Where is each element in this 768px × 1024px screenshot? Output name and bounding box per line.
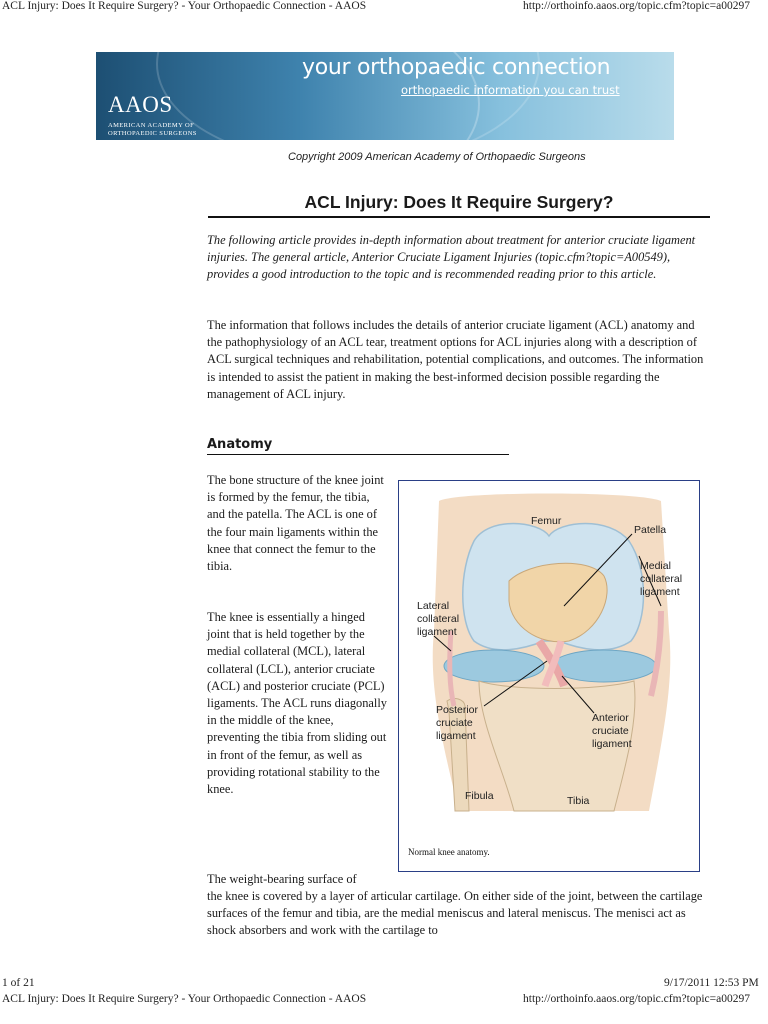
label-posterior-cruciate-2: cruciate	[436, 717, 473, 729]
label-fibula: Fibula	[465, 790, 494, 802]
label-tibia: Tibia	[567, 795, 590, 807]
overview-paragraph: The information that follows includes the details of anterior cruciate ligament (ACL) anatomy and the pathophysiology of an ACL tear, treatment options for ACL injuries along with a description of ACL surgical techniques and rehabilitation, potential complications, and outcomes. The information is intended to assist the patient in making the best-informed decision possible regarding the management of ACL injury.	[207, 318, 704, 401]
label-anterior-cruciate-2: cruciate	[592, 725, 629, 737]
label-medial-collateral-3: ligament	[640, 586, 680, 598]
banner-subtagline-link[interactable]: orthopaedic information you can trust	[401, 83, 620, 97]
label-medial-collateral-1: Medial	[640, 560, 671, 572]
label-lateral-collateral-1: Lateral	[417, 600, 450, 612]
section-heading-anatomy: Anatomy	[207, 437, 509, 455]
label-anterior-cruciate-3: ligament	[592, 738, 632, 750]
print-footer-title: ACL Injury: Does It Require Surgery? - Your Orthopaedic Connection - AAOS	[2, 993, 367, 1005]
copyright-notice: Copyright 2009 American Academy of Orthopaedic Surgeons	[288, 151, 586, 163]
aaos-banner[interactable]	[96, 52, 674, 140]
intro-paragraph: The following article provides in-depth information about treatment for anterior cruciate ligament injuries. The general article, Anterior Cruciate Ligament Injuries (topic.cfm?topic=A00549), provides a good introduction to the topic and is recommended reading prior to this article.	[207, 233, 696, 282]
article-title: ACL Injury: Does It Require Surgery?	[208, 192, 710, 218]
print-footer-datetime: 9/17/2011 12:53 PM	[664, 977, 759, 989]
label-posterior-cruciate-3: ligament	[436, 730, 476, 742]
anatomy-paragraph-1: The bone structure of the knee joint is formed by the femur, the tibia, and the patella. The ACL is one of the four main ligaments within the knee that connect the femur to the tibia.	[207, 473, 384, 574]
figure-caption: Normal knee anatomy.	[408, 847, 490, 857]
print-footer-url: http://orthoinfo.aaos.org/topic.cfm?topic=a00297	[523, 993, 750, 1005]
print-header-url: http://orthoinfo.aaos.org/topic.cfm?topic=a00297	[523, 0, 750, 12]
lateral-meniscus	[444, 650, 544, 682]
label-lateral-collateral-2: collateral	[417, 613, 460, 625]
label-patella: Patella	[634, 524, 667, 536]
label-posterior-cruciate-1: Posterior	[436, 704, 479, 716]
knee-illustration	[399, 481, 699, 871]
label-medial-collateral-2: collateral	[640, 573, 683, 585]
banner-tagline: your orthopaedic connection	[302, 55, 611, 80]
print-header-title: ACL Injury: Does It Require Surgery? - Your Orthopaedic Connection - AAOS	[2, 0, 367, 12]
anatomy-paragraph-2: The knee is essentially a hinged joint that is held together by the medial collateral (MCL), lateral collateral (LCL), anterior cruciate (ACL) and posterior cruciate (PCL) ligaments. The ACL runs diagonally in the middle of the knee, preventing the tibia from sliding out in front of the femur, as well as providing rotational stability to the knee.	[207, 610, 387, 797]
label-anterior-cruciate-1: Anterior	[592, 712, 629, 724]
label-lateral-collateral-3: ligament	[417, 626, 457, 638]
aaos-logo: AAOS	[108, 92, 173, 117]
knee-anatomy-figure	[398, 480, 700, 872]
aaos-logo-subtitle: AMERICAN ACADEMY OF ORTHOPAEDIC SURGEONS	[108, 122, 197, 137]
print-footer-page-count: 1 of 21	[2, 977, 35, 989]
anatomy-paragraph-3-continued: the knee is covered by a layer of articular cartilage. On either side of the joint, between the cartilage surfaces of the femur and tibia, are the medial meniscus and lateral meniscus. The menisci act as shock absorbers and work with the cartilage to	[207, 889, 703, 938]
anatomy-paragraph-3-start: The weight-bearing surface of	[207, 872, 357, 886]
medial-meniscus	[552, 650, 656, 682]
label-femur: Femur	[531, 515, 562, 527]
